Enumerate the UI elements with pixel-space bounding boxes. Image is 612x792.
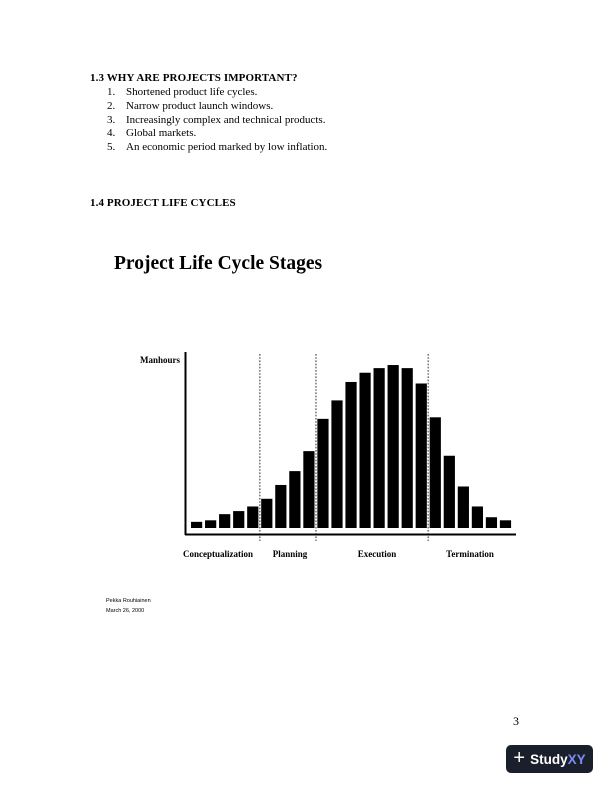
chart-bar xyxy=(317,419,328,528)
list-item-number: 2. xyxy=(107,99,116,112)
list-item-number: 4. xyxy=(107,127,116,140)
chart-bar xyxy=(275,485,286,528)
list-item-text: Shortened product life cycles. xyxy=(126,86,258,98)
list-item-number: 5. xyxy=(107,141,116,154)
y-axis-label: Manhours xyxy=(139,355,180,365)
list-item-text: Narrow product launch windows. xyxy=(126,99,274,112)
chart-bar xyxy=(233,511,244,528)
chart-bar xyxy=(402,368,413,528)
chart-bar xyxy=(500,520,511,528)
chart-bar xyxy=(247,506,258,528)
document-date: March 26, 2000 xyxy=(106,608,145,614)
chart-bar xyxy=(219,514,230,528)
stage-label-termination: Termination xyxy=(446,549,494,559)
chart-bar xyxy=(472,506,483,528)
chart-bar xyxy=(416,383,427,528)
stage-label-conceptualization: Conceptualization xyxy=(182,549,254,559)
chart-bar xyxy=(331,400,342,528)
chart-bar xyxy=(303,451,314,528)
chart-bar xyxy=(458,486,469,528)
list-item-text: Increasingly complex and technical products. xyxy=(126,113,326,126)
list-item-number: 3. xyxy=(107,113,116,126)
chart-bar xyxy=(486,517,497,528)
author-name: Pekka Rouhiainen xyxy=(106,598,151,604)
chart-title: Project Life Cycle Stages xyxy=(114,253,323,274)
list-item-number: 1. xyxy=(107,86,116,98)
chart-bar xyxy=(430,417,441,528)
chart-bar xyxy=(444,456,455,528)
studyxy-badge[interactable] xyxy=(506,745,593,773)
chart-bars xyxy=(191,365,511,528)
section-heading-why-projects-important: 1.3 WHY ARE PROJECTS IMPORTANT? xyxy=(90,72,298,84)
chart-bar xyxy=(359,373,370,528)
chart-bar xyxy=(289,471,300,528)
page-number: 3 xyxy=(513,714,519,728)
chart-bar xyxy=(345,382,356,528)
chart-bar xyxy=(205,520,216,528)
badge-label-accent: XY xyxy=(567,751,586,767)
section-heading-project-life-cycles: 1.4 PROJECT LIFE CYCLES xyxy=(90,197,236,209)
list-item-text: An economic period marked by low inflation. xyxy=(126,141,328,154)
badge-label xyxy=(530,752,586,767)
list-item-text: Global markets. xyxy=(126,127,197,140)
chart-bar xyxy=(388,365,399,528)
stage-label-planning: Planning xyxy=(272,549,308,559)
chart-bar xyxy=(374,368,385,528)
stage-label-execution: Execution xyxy=(357,549,397,559)
chart-bar xyxy=(261,499,272,528)
badge-label-main: Study xyxy=(530,751,568,767)
chart-bar xyxy=(191,522,202,528)
plus-icon: + xyxy=(513,747,526,769)
